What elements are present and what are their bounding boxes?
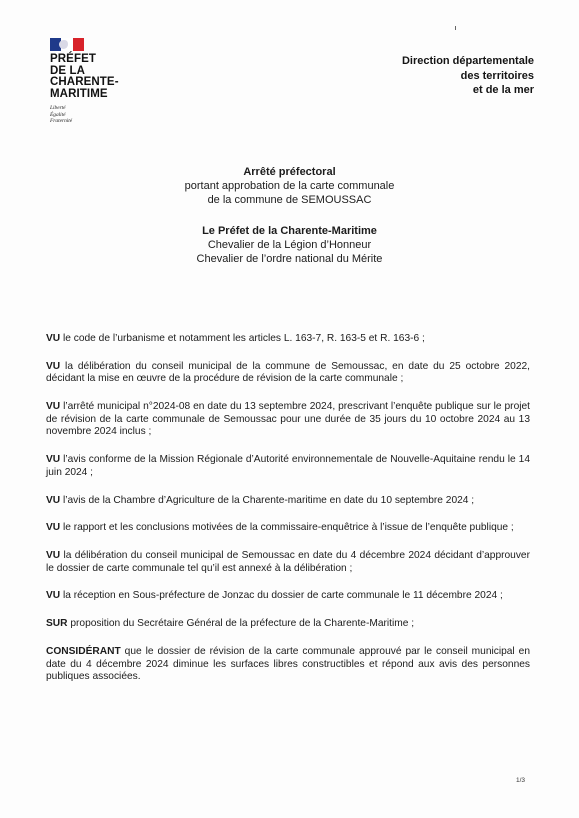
direction-line: Direction départementale bbox=[401, 55, 534, 67]
prefecture-logo bbox=[50, 38, 140, 125]
considering-keyword: CONSIDÉRANT bbox=[46, 646, 121, 657]
motto-line: Fraternité bbox=[50, 118, 73, 125]
marianne-flag-icon bbox=[50, 38, 84, 51]
visa-keyword: VU bbox=[46, 360, 61, 372]
visa-keyword: VU bbox=[46, 401, 61, 413]
direction-header bbox=[402, 54, 534, 98]
visa-keyword: VU bbox=[46, 494, 61, 506]
visa-text: la délibération du conseil municipal de Semoussac en date du 4 décembre 2024 décidant d’approuver le dossier de carte communale tel qu’il est annexé à la délibération ; bbox=[46, 550, 530, 574]
prefect-title: Chevalier de l’ordre national du Mérite bbox=[196, 252, 383, 265]
visa-paragraph bbox=[46, 454, 530, 479]
visa-text: le rapport et les conclusions motivées de la commissaire-enquêtrice à l’issue de l’enquête publique ; bbox=[60, 522, 514, 534]
visa-text: le code de l’urbanisme et notamment les articles L. 163-7, R. 163-5 et R. 163-6 ; bbox=[60, 333, 425, 344]
logo-title-line: CHARENTE- bbox=[50, 76, 119, 89]
visas-section bbox=[46, 333, 530, 699]
visa-keyword: VU bbox=[46, 550, 61, 562]
direction-line: des territoires bbox=[460, 69, 534, 82]
logo-title-line: MARITIME bbox=[50, 87, 108, 100]
proposal-paragraph bbox=[46, 618, 530, 631]
visa-text: l’avis conforme de la Mission Régionale d’Autorité environnementale de Nouvelle-Aquitaine rendu le 14 juin 2024 ; bbox=[46, 454, 530, 478]
visa-keyword: VU bbox=[46, 522, 61, 534]
visa-paragraph bbox=[46, 333, 530, 346]
visa-paragraph bbox=[46, 401, 530, 439]
visa-text: la réception en Sous-préfecture de Jonzac du dossier de carte communale le 11 décembre 2024 ; bbox=[60, 590, 503, 602]
visa-paragraph bbox=[46, 522, 530, 535]
decree-title bbox=[0, 166, 579, 207]
republic-motto bbox=[50, 105, 140, 124]
decree-subtitle-line: de la commune de SEMOUSSAC bbox=[207, 193, 372, 206]
motto-line: Égalité bbox=[50, 111, 66, 118]
page-number: 1/3 bbox=[515, 777, 525, 784]
proposal-keyword: SUR bbox=[46, 618, 68, 630]
prefect-title: Chevalier de la Légion d’Honneur bbox=[207, 238, 372, 251]
decree-subtitle-line: portant approbation de la carte communale bbox=[184, 179, 395, 192]
proposal-text: proposition du Secrétaire Général de la préfecture de la Charente-Maritime ; bbox=[67, 618, 415, 630]
visa-keyword: VU bbox=[46, 590, 61, 602]
scan-mark bbox=[455, 26, 456, 30]
prefect-block bbox=[0, 225, 579, 266]
decree-heading: Arrêté préfectoral bbox=[243, 166, 336, 178]
direction-line: et de la mer bbox=[472, 84, 534, 96]
visa-keyword: VU bbox=[46, 454, 61, 466]
visa-paragraph bbox=[46, 495, 530, 508]
visa-text: l’avis de la Chambre d’Agriculture de la Charente-maritime en date du 10 septembre 2024 ; bbox=[60, 494, 475, 506]
visa-paragraph bbox=[46, 550, 530, 575]
visa-text: l’arrêté municipal n°2024-08 en date du 13 septembre 2024, prescrivant l’enquête publique sur le projet de révision de la carte communale de Semoussac pour une durée de 35 jours du 10 octobre 2024 au 13 novembre 2024 inclus ; bbox=[46, 401, 530, 438]
visa-paragraph bbox=[46, 361, 530, 386]
visa-text: la délibération du conseil municipal de la commune de Semoussac, en date du 25 octobre 2022, décidant la mise en œuvre de la procédure de révision de la carte communale ; bbox=[46, 360, 530, 385]
visa-keyword: VU bbox=[46, 333, 61, 344]
motto-line: Liberté bbox=[50, 105, 66, 112]
considering-text: que le dossier de révision de la carte communale approuvé par le conseil municipal en date du 4 décembre 2024 diminue les surfaces libres constructibles et répond aux avis des personnes publiques associées. bbox=[46, 646, 530, 683]
logo-title-line: DE LA bbox=[50, 64, 85, 77]
logo-title-line: PRÉFET bbox=[50, 53, 96, 65]
visa-paragraph bbox=[46, 590, 530, 603]
logo-title bbox=[50, 54, 140, 100]
prefect-name: Le Préfet de la Charente-Maritime bbox=[202, 225, 377, 237]
considering-paragraph bbox=[46, 646, 530, 684]
